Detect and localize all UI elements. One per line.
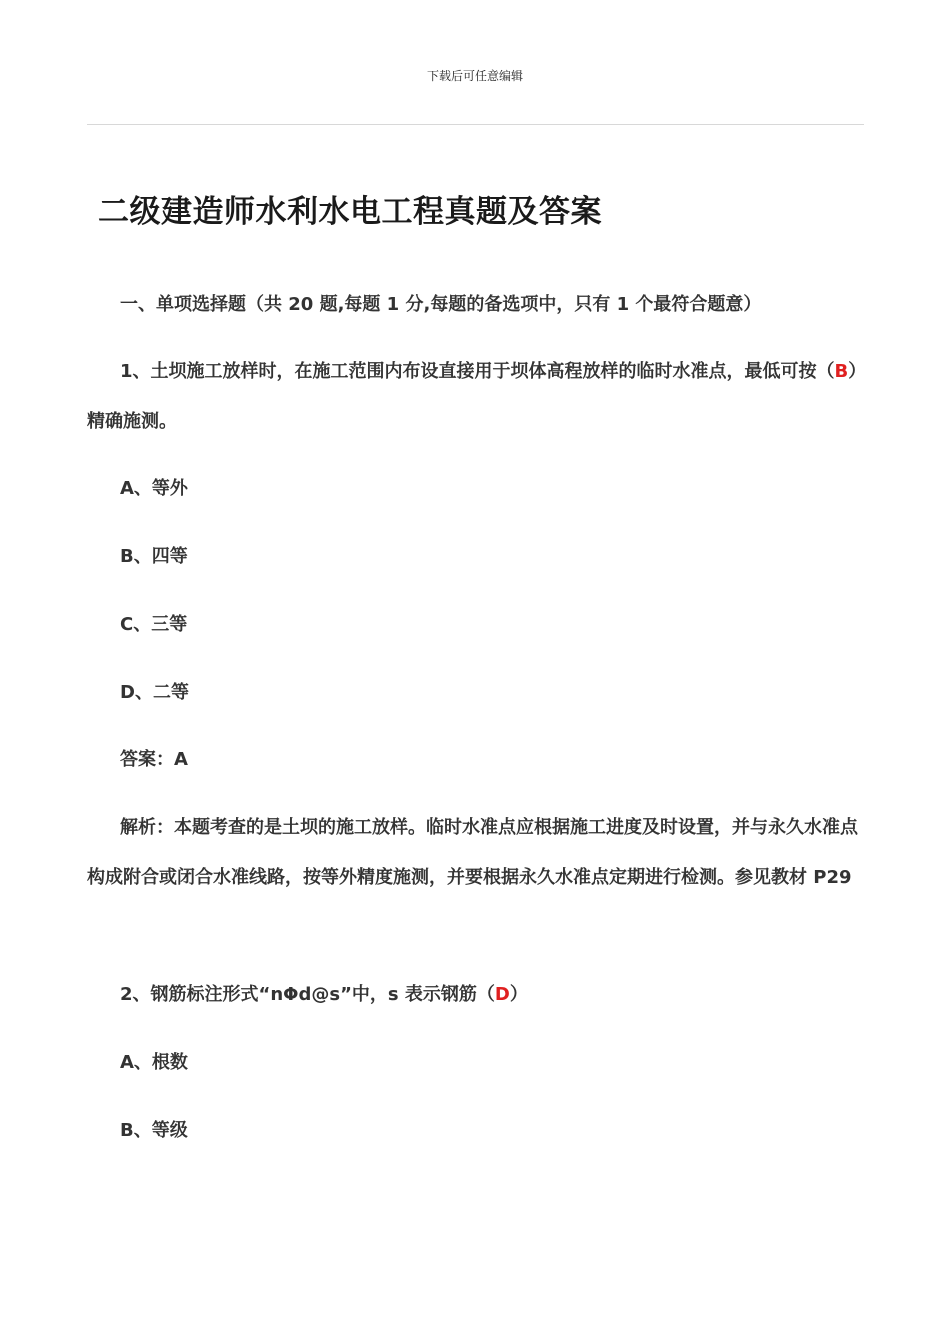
question-1-stem <box>87 347 864 447</box>
question-2-stem <box>87 970 864 1020</box>
header-note: 下载后可任意编辑 <box>426 69 523 83</box>
header-divider <box>87 124 864 125</box>
question-1-option-b: B、四等 <box>120 546 188 567</box>
question-2-option-b: B、等级 <box>120 1120 188 1141</box>
question-1-answer: 答案：A <box>120 749 188 770</box>
question-1-option-d: D、二等 <box>120 682 189 703</box>
question-2-marked-answer: D <box>494 984 510 1005</box>
question-2-option-a: A、根数 <box>120 1052 188 1073</box>
section-heading: 一、单项选择题（共 20 题,每题 1 分,每题的备选项中，只有 1 个最符合题意） <box>120 294 762 315</box>
document-title: 二级建造师水利水电工程真题及答案 <box>98 194 602 230</box>
question-2-stem-after: ） <box>509 984 528 1005</box>
question-1-marked-answer: B <box>834 361 849 382</box>
question-1-option-c: C、三等 <box>120 614 188 635</box>
question-1-analysis: 解析：本题考查的是土坝的施工放样。临时水准点应根据施工进度及时设置，并与永久水准点构成附合或闭合水准线路，按等外精度施测，并要根据永久水准点定期进行检测。参见教材 P29 <box>87 817 858 888</box>
question-1-stem-after: ）精确施测。 <box>87 361 858 432</box>
question-2-stem-before: 2、钢筋标注形式“nΦd@s”中，s 表示钢筋（ <box>120 984 495 1005</box>
question-1-stem-before: 1、土坝施工放样时，在施工范围内布设直接用于坝体高程放样的临时水准点，最低可按（ <box>120 361 835 382</box>
question-1-option-a: A、等外 <box>120 478 188 499</box>
